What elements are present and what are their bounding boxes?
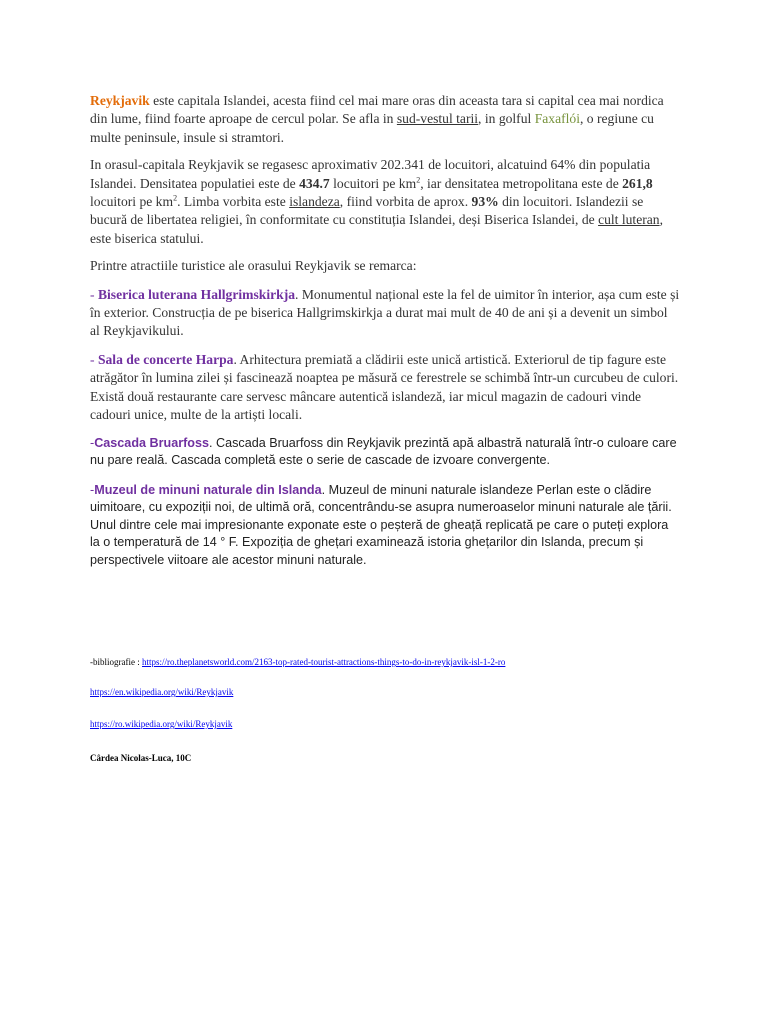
- attraction-title: Biserica luterana Hallgrimskirkja: [97, 286, 296, 302]
- attraction-item: -Muzeul de minuni naturale din Islanda. Muzeul de minuni naturale islandeze Perlan este o clădire uimitoare, cu expoziții noi, de ultimă oră, concentrându-se asupra numeroaselor minuni naturale ale țării. Unul dintre cele mai impresionante exponate este o peșteră de gheață replicată pe care o puteți explora la o temperatură de 14 ° F. Expoziția de ghețari examinează istoria ghețarilor din Islanda, precum și perspectivele viitoare ale acestor minuni naturale.: [90, 482, 672, 568]
- city-name: Reykjavik: [90, 93, 150, 108]
- islandeza-link[interactable]: islandeza: [289, 194, 340, 210]
- bibliography-label: -bibliografie :: [90, 657, 142, 667]
- intro-paragraph: Reykjavik este capitala Islandei, acesta fiind cel mai mare oras din aceasta tara si capital cea mai nordica din lume, fiind foarte aproape de cercul polar. Se afla in sud-vestul tarii, in golful Faxaflói, o regiune cu multe peninsule, insule si stramtori.: [90, 93, 664, 145]
- metro-density-value: 261,8: [622, 175, 653, 191]
- bay-name: Faxaflói: [534, 111, 580, 127]
- reference-link[interactable]: https://en.wikipedia.org/wiki/Reykjavik: [90, 687, 234, 697]
- author-name: Cârdea Nicolas-Luca, 10C: [90, 753, 192, 763]
- attraction-item: - Sala de concerte Harpa. Arhitectura premiată a clădirii este unică artistică. Exteriorul de tip fagure este atrăgător în lumina zilei și fascinează noaptea pe măsură ce ferestrele se schimbă într-un curcubeu de culori. Există două restaurante care servesc mâncare autentică islandeză, iar micul magazin de cadouri vinde cadouri unice, multe de la artiști locali.: [90, 351, 679, 423]
- population-paragraph: In orasul-capitala Reykjavik se regasesc aproximativ 202.341 de locuitori, alcatuind 64% din populatia Islandei. Densitatea populatiei este de 434.7 locuitori pe $km^2$, iar densitatea metropolitana este de 261,8 locuitori pe $km^2$. Limba vorbita este islandeza, fiind vorbita de aprox. 93% din locuitori. Islandezii se bucură de libertatea religiei, în conformitate cu constituția Islandei, deși Biserica Islandei, de cult luteran, este biserica statului.: [90, 157, 664, 246]
- bibliography-line: [90, 656, 505, 668]
- attractions-intro: Printre atractiile turistice ale orasului Reykjavik se remarca:: [90, 258, 417, 274]
- bibliography-line: [90, 686, 233, 698]
- reference-link[interactable]: https://ro.theplanetsworld.com/2163-top-rated-tourist-attractions-things-to-do-in-reykjavik-isl-1-2-ro: [141, 657, 506, 667]
- language-percent: 93%: [471, 194, 499, 210]
- attraction-item: - Biserica luterana Hallgrimskirkja. Monumentul național este la fel de uimitor în interior, așa cum este și în exterior. Construcția de pe biserica Hallgrimskirkja a durat mai mult de 40 de ani și a devenit un simbol al Reykjavikului.: [90, 286, 680, 339]
- attraction-item: -Cascada Bruarfoss. Cascada Bruarfoss din Reykjavik prezintă apă albastră naturală într-o culoare care nu pare reală. Cascada completă este o serie de cascade de izvoare convergente.: [90, 435, 677, 468]
- bibliography-line: [90, 718, 232, 730]
- document-body: [90, 92, 680, 580]
- cult-luteran-link[interactable]: cult luteran: [598, 212, 660, 228]
- attraction-title: Cascada Bruarfoss: [94, 435, 209, 450]
- density-value: 434.7: [299, 175, 330, 191]
- reference-link[interactable]: https://ro.wikipedia.org/wiki/Reykjavik: [90, 719, 233, 729]
- attraction-title: Sala de concerte Harpa: [97, 351, 234, 367]
- sud-vest-link[interactable]: sud-vestul tarii: [396, 111, 479, 127]
- attraction-title: Muzeul de minuni naturale din Islanda: [94, 482, 322, 497]
